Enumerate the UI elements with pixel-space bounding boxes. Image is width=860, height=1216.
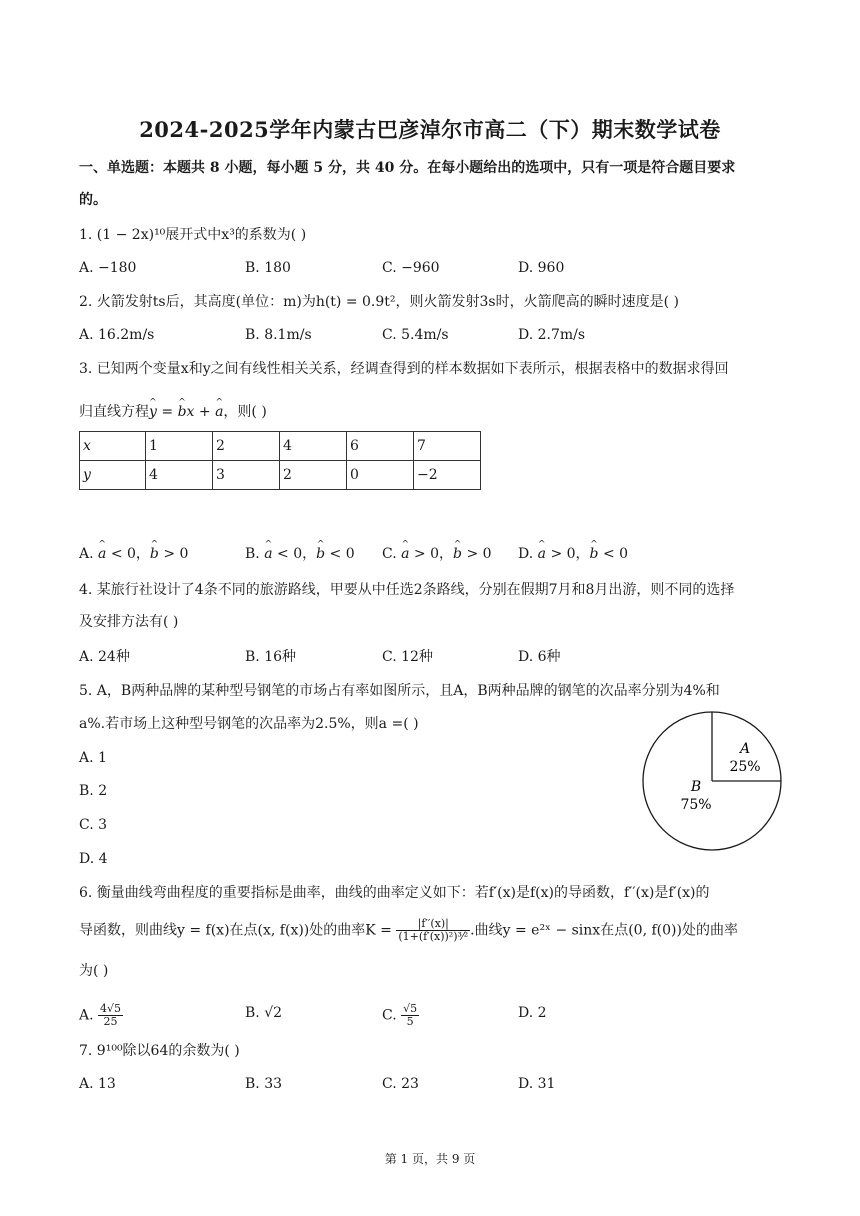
fraction-denominator: 25 <box>103 1015 118 1028</box>
table-cell: 2 <box>213 432 280 461</box>
fraction-denominator: (1+(f′(x))²)³⁄² <box>398 930 469 943</box>
option-text: < 0 <box>325 546 355 562</box>
q7-option-a: A. 13 <box>79 1076 116 1092</box>
q6-option-b: B. √2 <box>245 1005 283 1021</box>
table-cell: 4 <box>280 432 347 461</box>
market-share-pie-chart <box>641 710 783 852</box>
option-text: > 0， <box>546 546 590 562</box>
page-footer: 第 1 页，共 9 页 <box>384 1152 476 1166</box>
section-heading-line2: 的。 <box>79 192 107 208</box>
q5-option-d: D. 4 <box>79 851 108 867</box>
a-hat: ^ a <box>401 544 409 564</box>
b-hat: ^ b <box>453 544 462 564</box>
q5-option-a: A. 1 <box>79 750 107 766</box>
pie-pct-a: 25% <box>729 759 761 775</box>
table-cell: y <box>80 461 146 490</box>
table-cell: 7 <box>414 432 481 461</box>
q2-option-b: B. 8.1m/s <box>245 327 312 343</box>
pie-pct-b: 75% <box>680 797 712 813</box>
q2-option-a: A. 16.2m/s <box>79 327 155 343</box>
table-cell: 6 <box>347 432 414 461</box>
q5-option-c: C. 3 <box>79 817 108 833</box>
a-hat: ^ a <box>98 544 106 564</box>
q4-option-c: C. 12种 <box>382 649 433 665</box>
q7-option-b: B. 33 <box>245 1076 283 1092</box>
q3-option-b <box>245 544 355 564</box>
q3-option-d <box>518 544 628 564</box>
option-label: B. <box>245 546 265 562</box>
b-hat: ^ b <box>150 544 159 564</box>
q2-stem: 2. 火箭发射ts后，其高度(单位：m)为h(t) = 0.9t²，则火箭发射3s时，火箭爬高的瞬时速度是( ) <box>79 294 679 310</box>
q1-stem: 1. (1 − 2x)¹⁰展开式中x³的系数为( ) <box>79 227 307 243</box>
table-cell: 1 <box>146 432 213 461</box>
q4-stem-line2: 及安排方法有( ) <box>79 614 179 630</box>
q6-option-a: A. $\frac{4√5}{25}$ <box>79 1002 122 1028</box>
q3-stem-line2 <box>79 402 267 422</box>
q5-option-b: B. 2 <box>79 783 108 799</box>
q3-data-table <box>79 431 481 490</box>
option-text: < 0， <box>106 546 150 562</box>
q2-option-c: C. 5.4m/s <box>382 327 449 343</box>
q6-stem-part-b: .曲线y = e²ˣ − sinx在点(0, f(0))处的曲率 <box>470 922 738 939</box>
table-row-y <box>80 461 481 490</box>
q7-stem: 7. 9¹⁰⁰除以64的余数为( ) <box>79 1043 240 1059</box>
q3-a-hat: ^ a <box>215 402 223 422</box>
q6-option-c: C. $\frac{√5}{5}$ <box>382 1002 418 1028</box>
section-heading-line1: 一、单选题：本题共 8 小题，每小题 5 分，共 40 分。在每小题给出的选项中，只有一项是符合题目要求 <box>79 160 736 176</box>
pie-label-a: A <box>739 741 751 757</box>
q3-option-a <box>79 544 188 564</box>
table-cell: 0 <box>347 461 414 490</box>
q6-stem-line1: 6. 衡量曲线弯曲程度的重要指标是曲率，曲线的曲率定义如下：若f′(x)是f(x)的导函数，f′′(x)是f′(x)的 <box>79 885 710 901</box>
option-text: < 0， <box>272 546 317 562</box>
q5-stem-line2: a%.若市场上这种型号钢笔的次品率为2.5%，则a =( ) <box>79 716 419 732</box>
option-label: D. <box>518 546 538 562</box>
fraction-numerator: 4√5 <box>100 1002 122 1015</box>
q7-option-c: C. 23 <box>382 1076 419 1092</box>
q1-option-c: C. −960 <box>382 260 440 276</box>
option-a-fraction <box>98 1003 123 1028</box>
table-row-x <box>80 432 481 461</box>
q6-stem-line3: 为( ) <box>79 963 109 979</box>
option-text: > 0 <box>158 546 189 562</box>
q5-stem-line1: 5. A，B两种品牌的某种型号钢笔的市场占有率如图所示，且A，B两种品牌的钢笔的次品率分别为4%和 <box>79 683 720 699</box>
q1-option-b: B. 180 <box>245 260 291 276</box>
a-hat: ^ a <box>264 544 272 564</box>
q6-option-d: D. 2 <box>518 1005 547 1021</box>
q3-stem-line1: 3. 已知两个变量x和y之间有线性相关关系，经调查得到的样本数据如下表所示，根据表格中的数据求得回 <box>79 361 729 377</box>
q4-option-d: D. 6种 <box>518 649 561 665</box>
q4-stem-line1: 4. 某旅行社设计了4条不同的旅游路线，甲要从中任选2条路线，分别在假期7月和8月出游，则不同的选择 <box>79 582 735 598</box>
fraction-denominator: 5 <box>406 1015 414 1028</box>
a-hat: ^ a <box>538 544 546 564</box>
q3-stem-prefix: 归直线方程 <box>79 404 149 420</box>
q3-eq: = <box>156 404 178 420</box>
q4-option-b: B. 16种 <box>245 649 297 665</box>
option-label: C. <box>382 546 402 562</box>
q2-option-d: D. 2.7m/s <box>518 327 586 343</box>
fraction-numerator: √5 <box>403 1002 418 1015</box>
b-hat: ^ b <box>590 544 599 564</box>
pie-label-b: B <box>690 779 702 795</box>
page-title: 2024-2025学年内蒙古巴彦淖尔市高二（下）期末数学试卷 <box>139 117 721 142</box>
table-cell: x <box>80 432 146 461</box>
q3-b-hat: ^ b <box>178 402 187 422</box>
q7-option-d: D. 31 <box>518 1076 556 1092</box>
q6-stem-part-a: 导函数，则曲线y = f(x)在点(x, f(x))处的曲率K = <box>79 922 397 939</box>
q1-option-d: D. 960 <box>518 260 565 276</box>
b-hat: ^ b <box>316 544 325 564</box>
option-text: > 0， <box>409 546 454 562</box>
q6-stem-line2 <box>79 918 738 943</box>
table-cell: −2 <box>414 461 481 490</box>
option-text: > 0 <box>462 546 492 562</box>
curvature-fraction <box>396 918 470 943</box>
q3-y-hat: ^ y <box>149 402 157 422</box>
table-cell: 4 <box>146 461 213 490</box>
fraction-numerator: |f′′(x)| <box>396 918 470 931</box>
q3-stem-suffix: ，则( ) <box>223 404 267 420</box>
q4-option-a: A. 24种 <box>79 649 130 665</box>
q3-x-term: x + <box>186 404 216 420</box>
q1-option-a: A. −180 <box>79 260 137 276</box>
table-cell: 3 <box>213 461 280 490</box>
option-text: < 0 <box>598 546 629 562</box>
table-cell: 2 <box>280 461 347 490</box>
q3-option-c <box>382 544 492 564</box>
option-c-fraction <box>401 1003 419 1028</box>
option-label: A. <box>79 546 99 562</box>
